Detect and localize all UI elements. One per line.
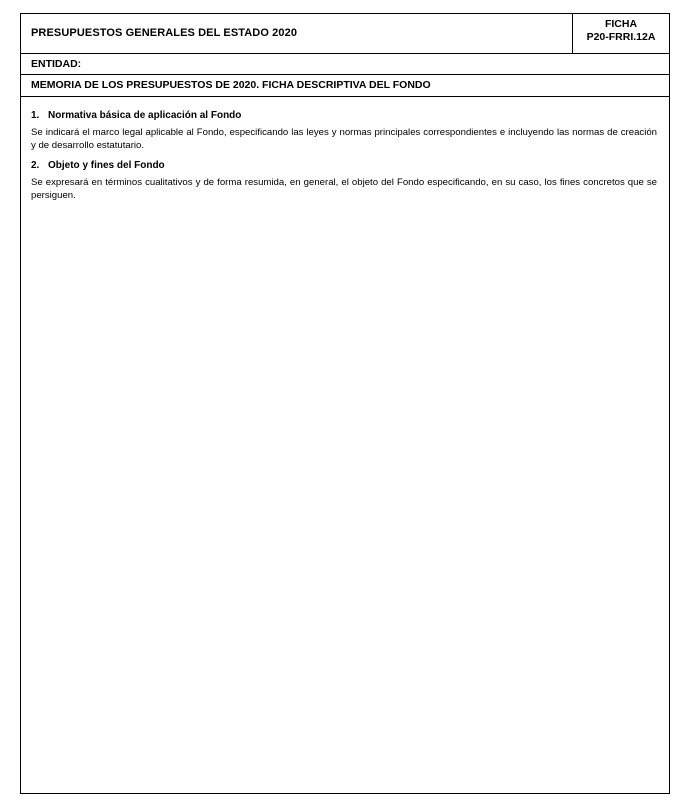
- memoria-title: MEMORIA DE LOS PRESUPUESTOS DE 2020. FICHA DESCRIPTIVA DEL FONDO: [31, 79, 431, 91]
- section-number: 2.: [31, 160, 40, 171]
- ficha-label: FICHA: [604, 18, 638, 30]
- section-heading-text: Objeto y fines del Fondo: [48, 160, 165, 171]
- section-normativa: [31, 110, 657, 152]
- form-content: [31, 110, 657, 210]
- memoria-row: [21, 75, 669, 97]
- entidad-label: ENTIDAD:: [31, 58, 82, 70]
- form-header: [21, 14, 669, 54]
- ficha-code: P20-FRRI.12A: [586, 31, 656, 43]
- document-title: PRESUPUESTOS GENERALES DEL ESTADO 2020: [31, 27, 298, 39]
- section-heading: [31, 110, 657, 121]
- entidad-row: [21, 54, 669, 75]
- section-heading-text: Normativa básica de aplicación al Fondo: [48, 110, 242, 121]
- section-body: Se indicará el marco legal aplicable al Fondo, especificando las leyes y normas principales correspondientes e incluyendo las normas de creación y de desarrollo estatutario.: [31, 127, 657, 151]
- section-body: Se expresará en términos cualitativos y de forma resumida, en general, el objeto del Fondo especificando, en su caso, los fines concretos que se persiguen.: [31, 177, 657, 201]
- section-objeto: [31, 160, 657, 202]
- section-number: 1.: [31, 110, 40, 121]
- section-heading: [31, 160, 657, 171]
- ficha-box: [572, 14, 669, 53]
- form-sheet: [20, 13, 670, 794]
